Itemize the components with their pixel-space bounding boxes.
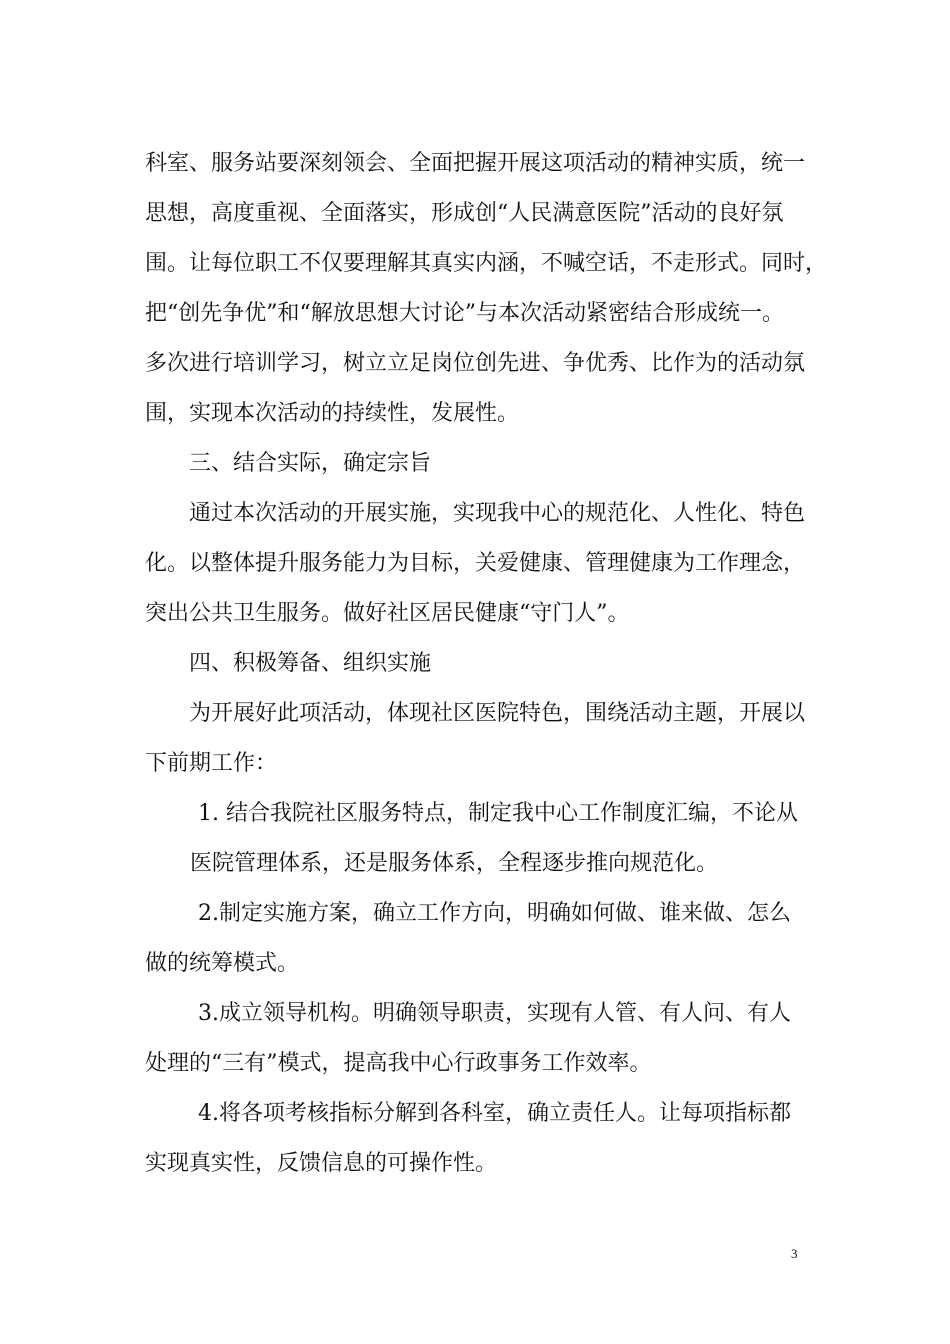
page-number: 3 <box>791 1246 798 1261</box>
paragraph-line: 把“创先争优”和“解放思想大讨论”与本次活动紧密结合形成统一。 <box>145 301 784 326</box>
list-item-line: 4.将各项考核指标分解到各科室，确立责任人。让每项指标都 <box>198 1101 791 1126</box>
section-heading: 三、结合实际，确定宗旨 <box>189 451 432 476</box>
list-item-line: 做的统筹模式。 <box>145 951 300 976</box>
paragraph-line: 突出公共卫生服务。做好社区居民健康“守门人”。 <box>145 601 630 626</box>
paragraph-line: 多次进行培训学习，树立立足岗位创先进、争优秀、比作为的活动氛 <box>145 351 806 376</box>
list-item-line: 3.成立领导机构。明确领导职责，实现有人管、有人问、有人 <box>198 1001 791 1026</box>
paragraph-line: 思想，高度重视、全面落实，形成创“人民满意医院”活动的良好氛 <box>145 201 784 226</box>
paragraph-line: 围，实现本次活动的持续性，发展性。 <box>145 401 520 426</box>
paragraph-line: 化。以整体提升服务能力为目标，关爱健康、管理健康为工作理念， <box>145 551 806 576</box>
paragraph-line: 下前期工作： <box>145 751 278 776</box>
section-heading: 四、积极筹备、组织实施 <box>189 651 432 676</box>
paragraph-line: 通过本次活动的开展实施，实现我中心的规范化、人性化、特色 <box>189 501 806 526</box>
paragraph-line: 围。让每位职工不仅要理解其真实内涵，不喊空话，不走形式。同时， <box>145 251 828 276</box>
list-item-line: 实现真实性，反馈信息的可操作性。 <box>145 1151 498 1176</box>
list-item-line: 医院管理体系，还是服务体系，全程逐步推向规范化。 <box>190 851 719 876</box>
list-item-line: 处理的“三有”模式，提高我中心行政事务工作效率。 <box>145 1051 652 1076</box>
paragraph-line: 为开展好此项活动，体现社区医院特色，围绕活动主题，开展以 <box>189 701 806 726</box>
list-item-line: 1. 结合我院社区服务特点，制定我中心工作制度汇编，不论从 <box>198 801 798 826</box>
list-item-line: 2.制定实施方案，确立工作方向，明确如何做、谁来做、怎么 <box>198 901 791 926</box>
paragraph-line: 科室、服务站要深刻领会、全面把握开展这项活动的精神实质，统一 <box>145 151 806 176</box>
